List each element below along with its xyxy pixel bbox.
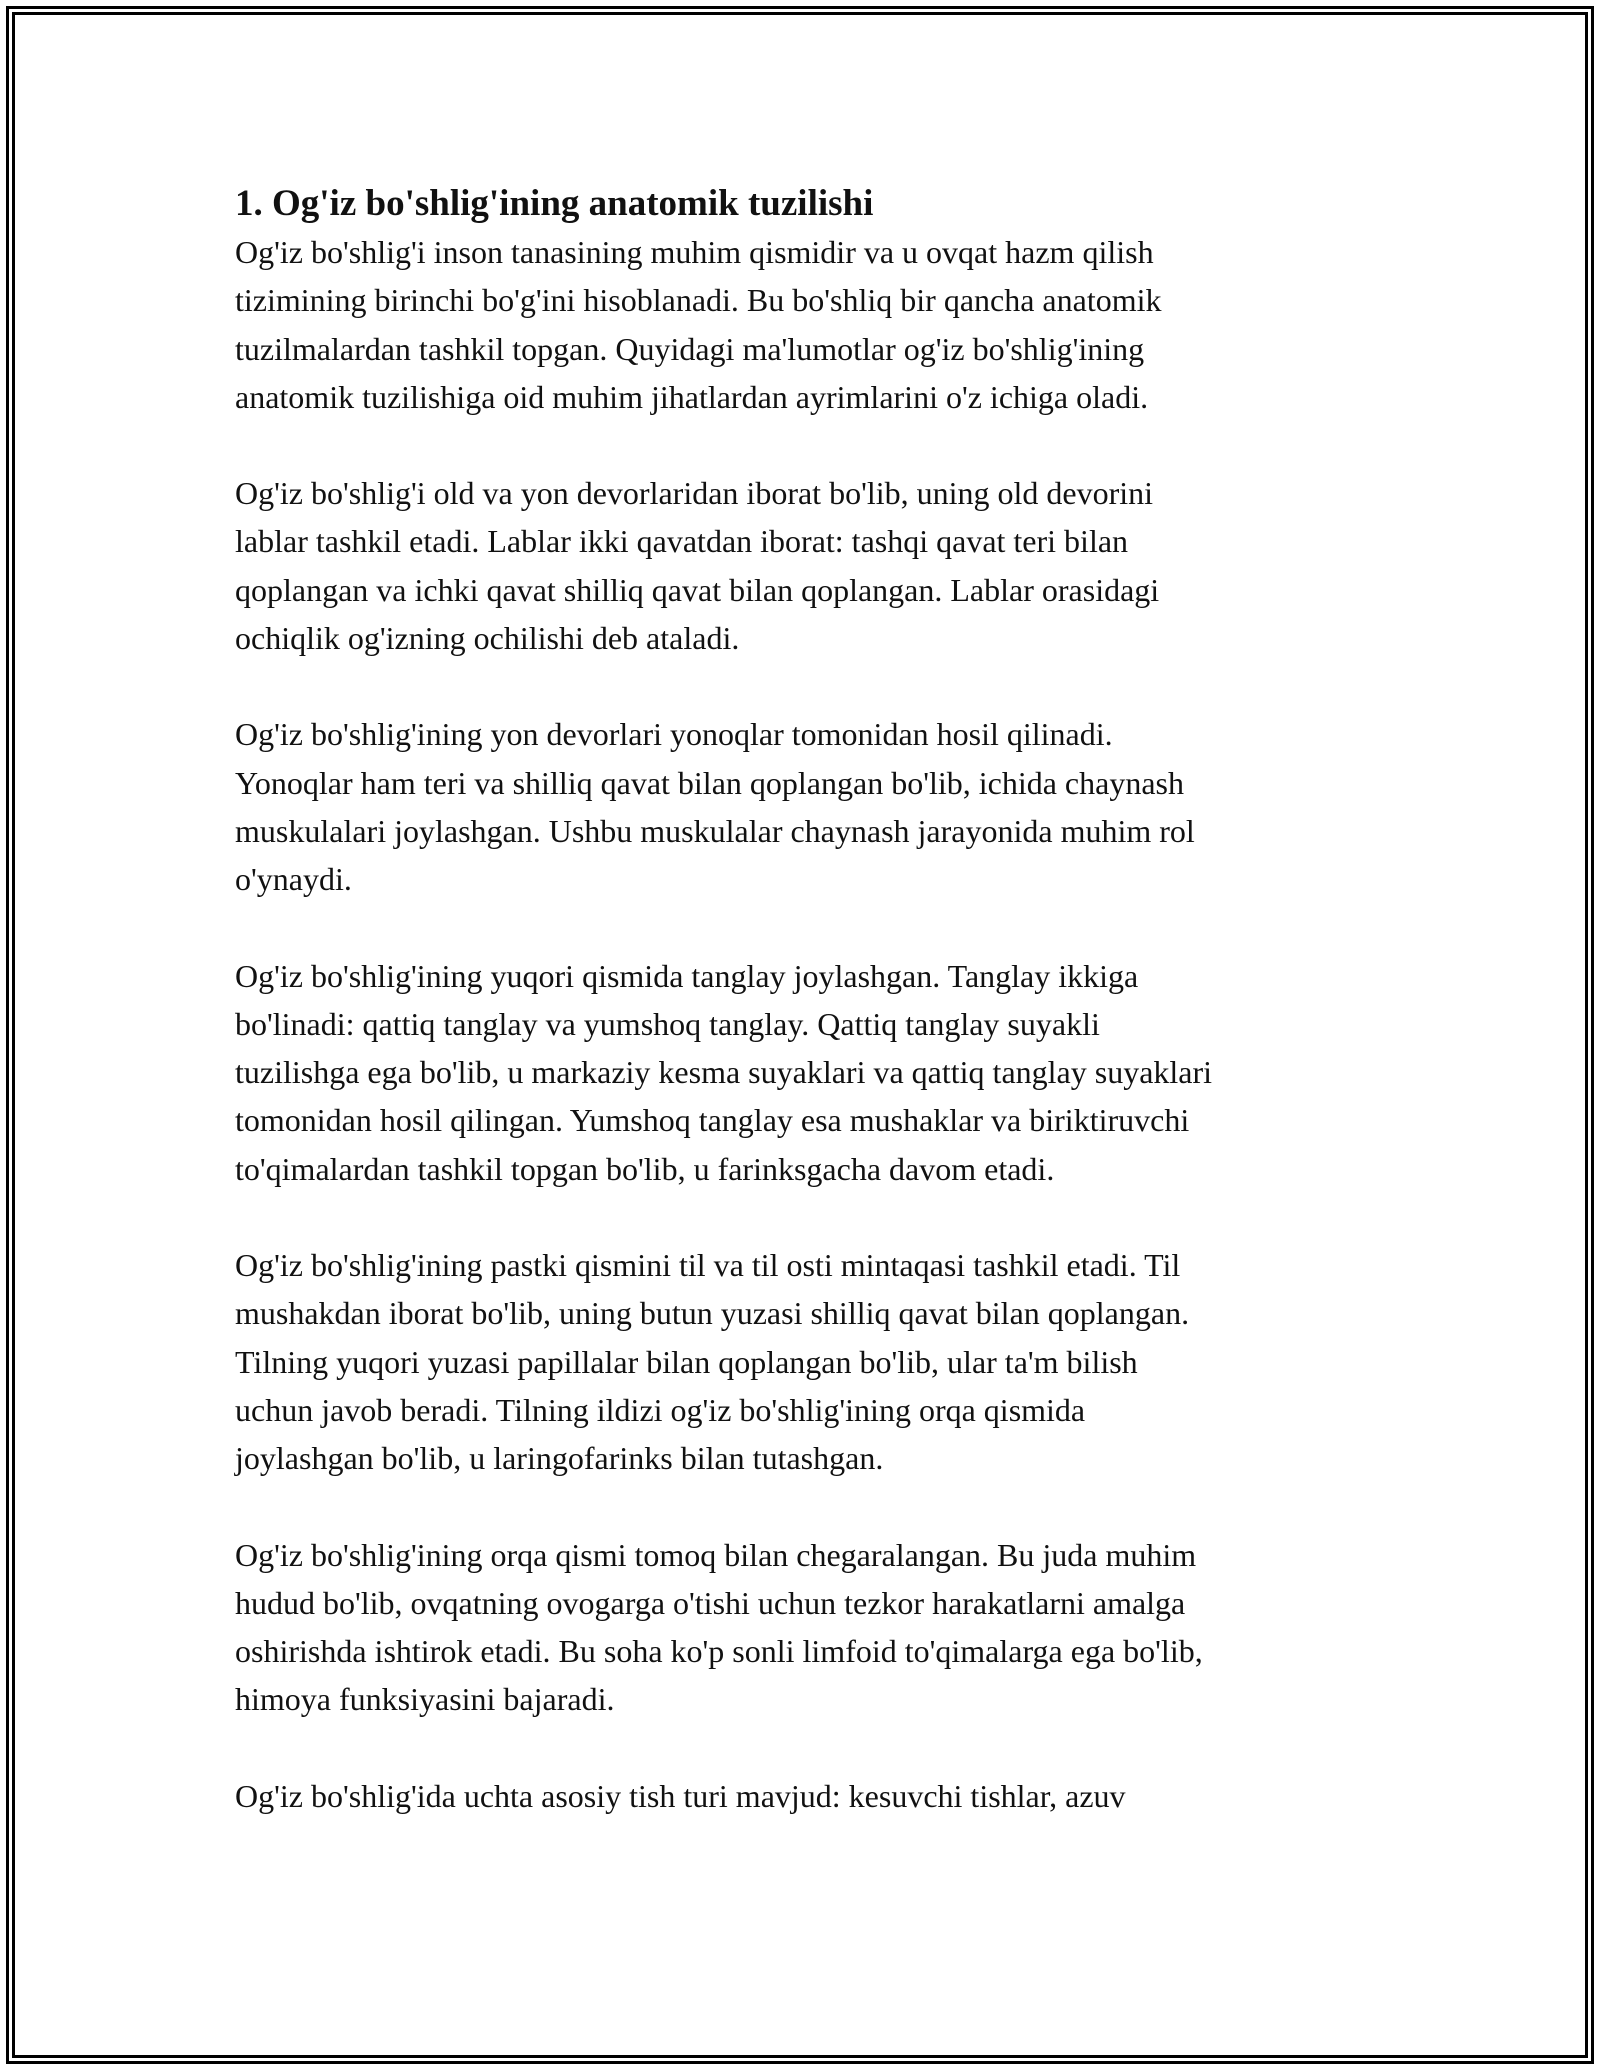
paragraph-line: Tilning yuqori yuzasi papillalar bilan qoplangan bo'lib, ular ta'm bilish bbox=[235, 1343, 1138, 1380]
paragraph-line: joylashgan bo'lib, u laringofarinks bilan tutashgan. bbox=[235, 1440, 884, 1477]
paragraph-line: tuzilmalardan tashkil topgan. Quyidagi ma'lumotlar og'iz bo'shlig'ining bbox=[235, 330, 1145, 367]
paragraph-line: ochiqlik og'izning ochilishi deb ataladi. bbox=[235, 620, 740, 657]
section-heading: 1. Og'iz bo'shlig'ining anatomik tuzilishi bbox=[235, 183, 874, 224]
paragraph-line: Yonoqlar ham teri va shilliq qavat bilan qoplangan bo'lib, ichida chaynash bbox=[235, 764, 1184, 801]
paragraph-line: Og'iz bo'shlig'i inson tanasining muhim qismidir va u ovqat hazm qilish bbox=[235, 234, 1154, 270]
paragraph-line: Og'iz bo'shlig'ining pastki qismini til va til osti mintaqasi tashkil etadi. Til bbox=[235, 1247, 1181, 1284]
paragraph-7 bbox=[235, 1772, 1375, 1820]
paragraph-line: lablar tashkil etadi. Lablar ikki qavatdan iborat: tashqi qavat teri bilan bbox=[235, 523, 1129, 560]
paragraph-line: anatomik tuzilishiga oid muhim jihatlardan ayrimlarini o'z ichiga oladi. bbox=[235, 378, 1149, 415]
paragraph-line: himoya funksiyasini bajaradi. bbox=[235, 1681, 615, 1718]
paragraph-line: tizimining birinchi bo'g'ini hisoblanadi. Bu bo'shliq bir qancha anatomik bbox=[235, 282, 1162, 319]
paragraph-line: o'ynaydi. bbox=[235, 861, 352, 898]
paragraph-4 bbox=[235, 952, 1375, 1193]
document-body bbox=[235, 180, 1375, 1820]
paragraph-line: tomonidan hosil qilingan. Yumshoq tanglay esa mushaklar va biriktiruvchi bbox=[235, 1102, 1190, 1139]
paragraph-line: qoplangan va ichki qavat shilliq qavat bilan qoplangan. Lablar orasidagi bbox=[235, 571, 1160, 608]
paragraph-line: uchun javob beradi. Tilning ildizi og'iz bo'shlig'ining orqa qismida bbox=[235, 1391, 1086, 1428]
paragraph-line: Og'iz bo'shlig'i old va yon devorlaridan iborat bo'lib, uning old devorini bbox=[235, 475, 1154, 512]
paragraph-line: hudud bo'lib, ovqatning ovogarga o'tishi uchun tezkor harakatlarni amalga bbox=[235, 1584, 1186, 1621]
paragraph-line: muskulalari joylashgan. Ushbu muskulalar chaynash jarayonida muhim rol bbox=[235, 812, 1195, 849]
paragraph-6 bbox=[235, 1531, 1375, 1724]
paragraph-2 bbox=[235, 469, 1375, 662]
paragraph-line: mushakdan iborat bo'lib, uning butun yuzasi shilliq qavat bilan qoplangan. bbox=[235, 1295, 1190, 1332]
paragraph-line: to'qimalardan tashkil topgan bo'lib, u farinksgacha davom etadi. bbox=[235, 1150, 1055, 1187]
paragraph-line: Og'iz bo'shlig'ining orqa qismi tomoq bilan chegaralangan. Bu juda muhim bbox=[235, 1536, 1197, 1573]
paragraph-line: Og'iz bo'shlig'ining yuqori qismida tanglay joylashgan. Tanglay ikkiga bbox=[235, 957, 1139, 994]
paragraph-5 bbox=[235, 1241, 1375, 1482]
paragraph-3 bbox=[235, 710, 1375, 903]
paragraph-line: Og'iz bo'shlig'ida uchta asosiy tish turi mavjud: kesuvchi tishlar, azuv bbox=[235, 1777, 1126, 1814]
paragraph-line: bo'linadi: qattiq tanglay va yumshoq tanglay. Qattiq tanglay suyakli bbox=[235, 1005, 1100, 1042]
paragraphs bbox=[235, 228, 1375, 1820]
paragraph-line: oshirishda ishtirok etadi. Bu soha ko'p sonli limfoid to'qimalarga ega bo'lib, bbox=[235, 1633, 1203, 1670]
paragraph-1 bbox=[235, 228, 1375, 421]
paragraph-line: Og'iz bo'shlig'ining yon devorlari yonoqlar tomonidan hosil qilinadi. bbox=[235, 716, 1113, 753]
paragraph-line: tuzilishga ega bo'lib, u markaziy kesma suyaklari va qattiq tanglay suyaklari bbox=[235, 1054, 1213, 1091]
